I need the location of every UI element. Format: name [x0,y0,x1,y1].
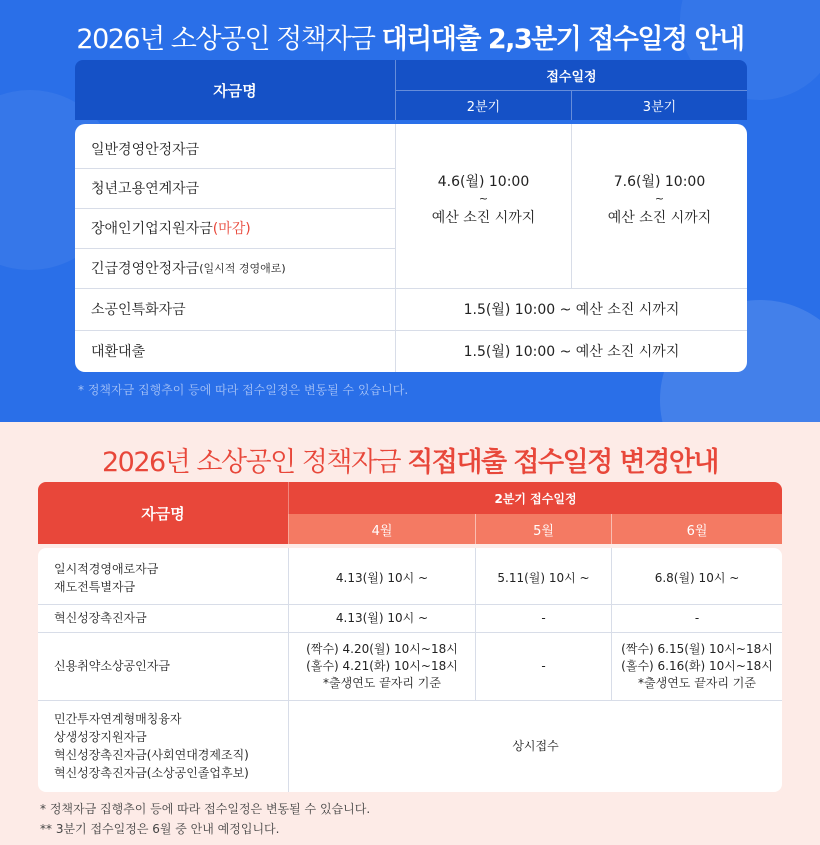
june-schedule: 6.8(월) 10시 ~ [654,571,740,585]
row-schedule: 1.5(월) 10:00 ~ 예산 소진 시까지 [463,344,680,360]
header-april: 4월 [288,514,475,544]
header-fund-name: 자금명 [38,482,288,544]
schedule-start: 4.6(월) 10:00 [437,174,530,190]
may-schedule: - [541,611,546,625]
odd-year-slot: (홀수) 6.16(화) 10시~18시 [621,658,773,673]
fund-row-name: 신용취약소상공인자금 [54,659,170,673]
june-schedule [612,632,782,700]
closed-badge: (마감) [212,221,251,237]
fund-row-name [91,248,286,288]
header-schedule: 2분기 접수일정 [288,482,782,514]
fund-row-name [91,208,251,248]
q3-schedule [572,164,747,234]
fund-row-name [54,700,249,792]
fund-name-note: (일시적 경영애로) [199,262,286,275]
fund-name-text: 민간투자연계형매칭융자 [54,712,182,726]
fund-name-text: 상생성장지원자금 [54,730,147,744]
header-fund-name: 자금명 [213,81,257,100]
agency-loan-title [0,17,820,56]
even-year-slot: (짝수) 4.20(월) 10시~18시 [306,641,458,656]
header-june: 6월 [611,514,782,544]
q2-schedule [396,164,571,234]
row-schedule: 1.5(월) 10:00 ~ 예산 소진 시까지 [463,302,680,318]
fund-row-name: 청년고용연계자금 [91,181,200,197]
april-schedule [289,632,475,700]
direct-loan-title [0,440,820,479]
direct-table-header [38,482,782,544]
odd-year-slot: (홀수) 4.21(화) 10시~18시 [306,658,458,673]
fund-name-text: 혁신성장촉진자금(소상공인졸업후보) [54,766,249,780]
title-emphasis: 대리대출 2,3분기 접수일정 안내 [381,24,744,55]
april-schedule: 4.13(월) 10시 ~ [335,611,429,625]
may-schedule: - [541,659,546,673]
birth-year-note: *출생연도 끝자리 기준 [323,675,441,690]
may-schedule: 5.11(월) 10시 ~ [497,571,590,585]
header-q3: 3분기 [642,100,677,115]
always-open-schedule: 상시접수 [512,739,559,753]
fund-name-text: 긴급경영안정자금 [91,261,200,277]
agency-table-body [75,124,747,372]
fund-row-name: 대환대출 [91,344,146,360]
schedule-tilde: ~ [478,192,489,205]
fund-row-name: 혁신성장촉진자금 [54,611,147,625]
fund-name-text: 혁신성장촉진자금(사회연대경제조직) [54,748,249,762]
fund-name-text: 일시적경영애로자금 [54,562,159,576]
birth-year-note: *출생연도 끝자리 기준 [638,675,756,690]
schedule-end: 예산 소진 시까지 [607,210,712,226]
even-year-slot: (짝수) 6.15(월) 10시~18시 [621,641,773,656]
title-emphasis: 직접대출 접수일정 변경안내 [407,447,718,478]
fund-row-name: 일반경영안정자금 [91,142,200,158]
direct-footnote-1: * 정책자금 집행추이 등에 따라 접수일정은 변동될 수 있습니다. [40,802,371,816]
title-prefix: 2026년 소상공인 정책자금 [102,447,408,478]
header-schedule: 접수일정 [546,69,597,85]
schedule-start: 7.6(월) 10:00 [613,174,706,190]
fund-name-text: 재도전특별자금 [54,580,136,594]
agency-footnote: * 정책자금 집행추이 등에 따라 접수일정은 변동될 수 있습니다. [78,383,409,397]
june-schedule: - [694,611,700,625]
title-prefix: 2026년 소상공인 정책자금 [76,24,382,55]
header-q2: 2분기 [466,100,501,115]
header-may: 5월 [475,514,611,544]
agency-table-header [75,60,747,120]
april-schedule: 4.13(월) 10시 ~ [335,571,429,585]
fund-row-name: 소공인특화자금 [91,302,186,318]
direct-table-body [38,548,782,792]
fund-row-name [54,552,158,604]
schedule-tilde: ~ [654,192,665,205]
direct-footnote-2: ** 3분기 접수일정은 6월 중 안내 예정입니다. [40,822,280,836]
fund-name-text: 장애인기업지원자금 [91,221,213,237]
schedule-end: 예산 소진 시까지 [431,210,536,226]
